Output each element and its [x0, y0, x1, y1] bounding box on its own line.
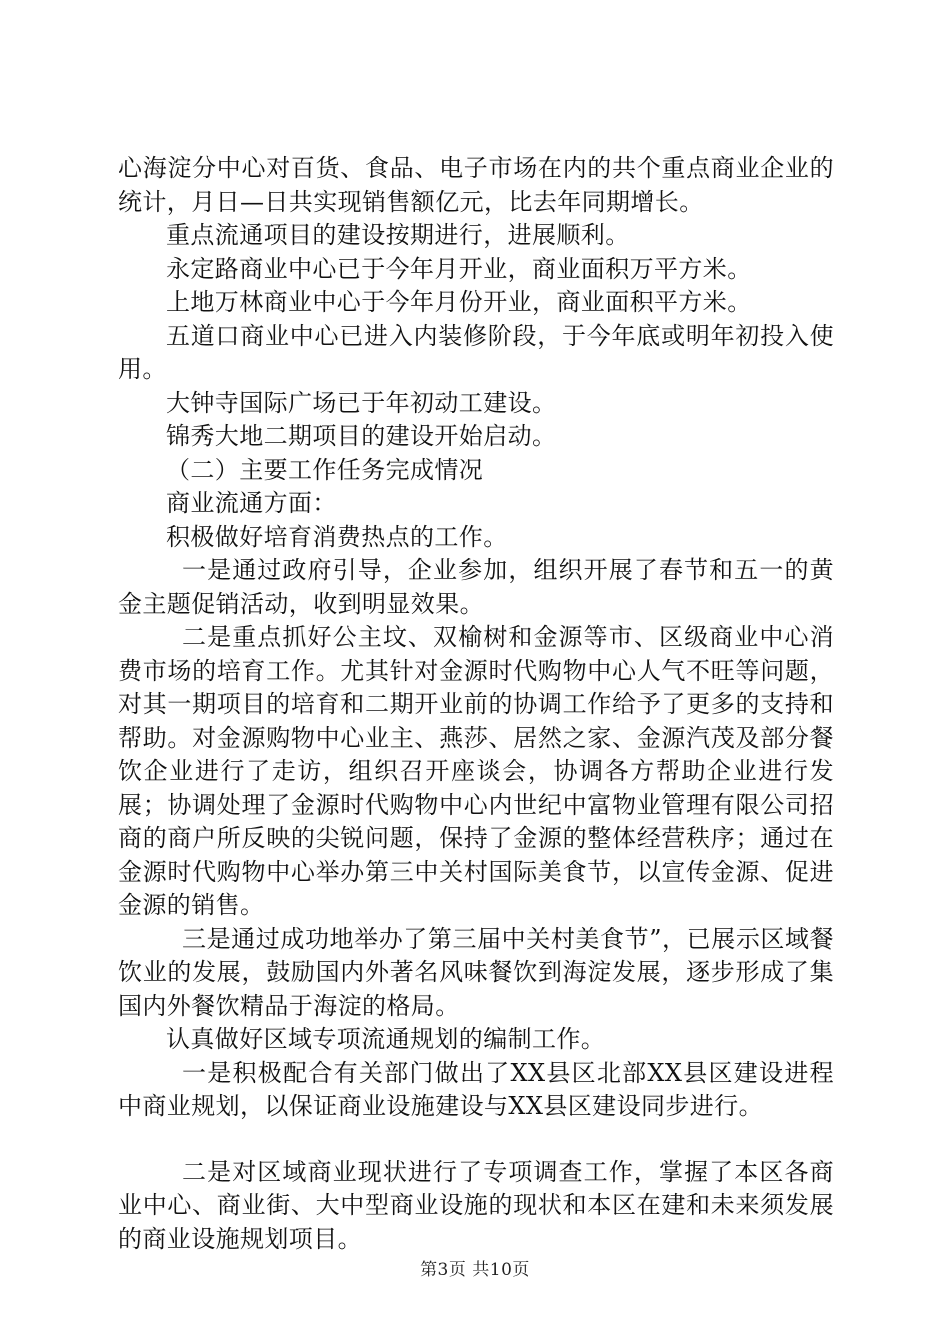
paragraph-10: 积极做好培育消费热点的工作。 [166, 522, 508, 551]
paragraph-11: 一是通过政府引导，企业参加，组织开展了春节和五一的黄金主题促销活动，收到明显效果。 [118, 556, 834, 618]
paragraph-15: 一是积极配合有关部门做出了XX县区北部XX县区建设进程中商业规划，以保证商业设施建设与XX县区建设同步进行。 [118, 1058, 834, 1120]
paragraph-5: 五道口商业中心已进入内装修阶段，于今年底或明年初投入使用。 [118, 321, 834, 383]
paragraph-4: 上地万林商业中心于今年月份开业，商业面积平方米。 [166, 288, 752, 316]
page-footer: 第3页 共10页 [420, 1260, 530, 1280]
paragraph-9: 商业流通方面： [166, 489, 337, 517]
paragraph-7: 锦秀大地二期项目的建设开始启动。 [166, 422, 557, 450]
paragraph-13: 三是通过成功地举办了第三届中关村美食节”，已展示区域餐饮业的发展，鼓励国内外著名风味餐饮到海淀发展，逐步形成了集国内外餐饮精品于海淀的格局。 [118, 924, 834, 1020]
paragraph-6: 大钟寺国际广场已于年初动工建设。 [166, 388, 557, 417]
paragraph-2: 重点流通项目的建设按期进行，进展顺利。 [166, 221, 630, 249]
section-heading: （二）主要工作任务完成情况 [166, 455, 484, 484]
document-body [118, 152, 834, 1256]
paragraph-14: 认真做好区域专项流通规划的编制工作。 [166, 1025, 606, 1053]
paragraph-16: 二是对区域商业现状进行了专项调查工作，掌握了本区各商业中心、商业街、大中型商业设施的现状和本区在建和未来须发展的商业设施规划项目。 [118, 1157, 834, 1253]
paragraph-1: 心海淀分中心对百货、食品、电子市场在内的共个重点商业企业的统计，月日—日共实现销售额亿元，比去年同期增长。 [118, 154, 834, 216]
paragraph-3: 永定路商业中心已于今年月开业，商业面积万平方米。 [166, 254, 752, 283]
paragraph-12: 二是重点抓好公主坟、双榆树和金源等市、区级商业中心消费市场的培育工作。尤其针对金源时代购物中心人气不旺等问题，对其一期项目的培育和二期开业前的协调工作给予了更多的支持和帮助。对金源购物中心业主、燕莎、居然之家、金源汽茂及部分餐饮企业进行了走访，组织召开座谈会，协调各方帮助企业进行发展；协调处理了金源时代购物中心内世纪中富物业管理有限公司招商的商户所反映的尖锐问题，保持了金源的整体经营秩序；通过在金源时代购物中心举办第三中关村国际美食节，以宣传金源、促进金源的销售。 [118, 623, 834, 919]
